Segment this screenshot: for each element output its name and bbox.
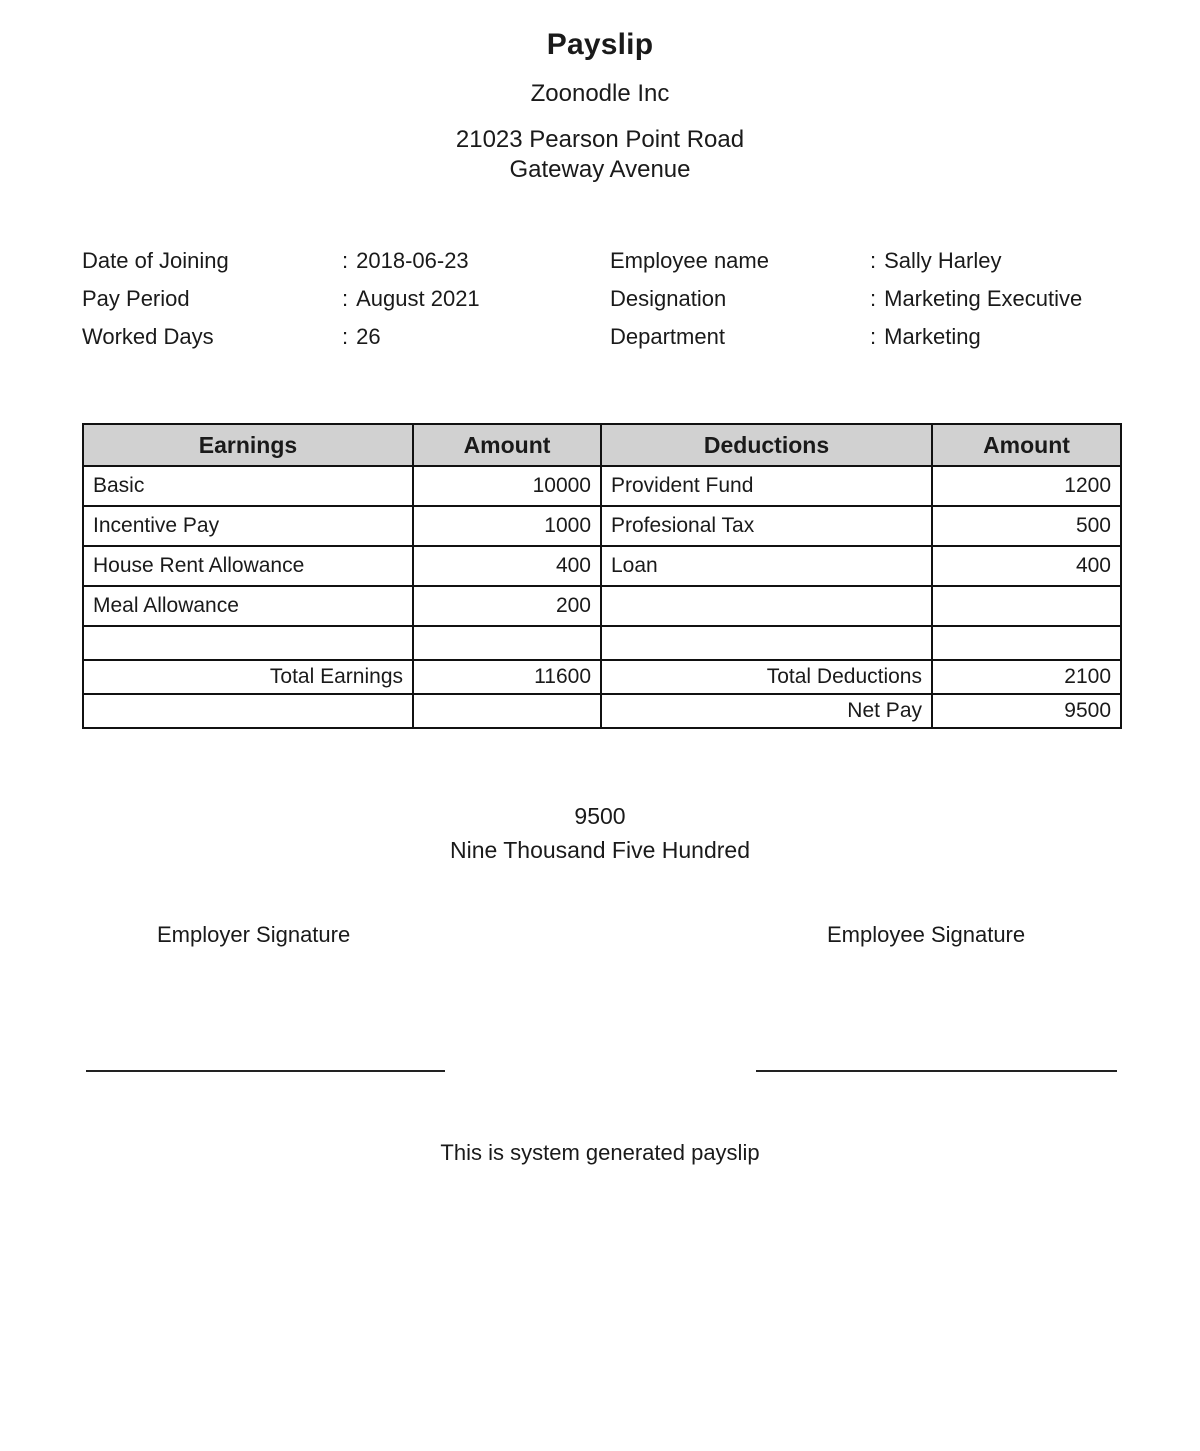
table-row-empty	[83, 626, 1121, 660]
company-name: Zoonodle Inc	[530, 80, 670, 107]
net-pay-label: Net Pay	[601, 694, 932, 728]
table-header-row	[83, 424, 1121, 466]
earning-label: House Rent Allowance	[83, 546, 413, 586]
net-pay-row	[83, 694, 1121, 728]
earning-amount: 200	[413, 586, 601, 626]
detail-row-employee-name	[610, 242, 1082, 280]
detail-row-designation	[610, 280, 1082, 318]
table-row	[83, 506, 1121, 546]
header-deductions: Deductions	[601, 424, 932, 466]
employer-signature-label: Employer Signature	[157, 922, 351, 947]
employer-signature-line	[86, 1070, 445, 1072]
deduction-label: Profesional Tax	[601, 506, 932, 546]
detail-value	[342, 248, 469, 274]
table-row	[83, 466, 1121, 506]
detail-value	[870, 286, 1082, 312]
details-left-group	[82, 242, 480, 356]
employee-name-value: Sally Harley	[884, 248, 1002, 273]
earning-label: Incentive Pay	[83, 506, 413, 546]
totals-row	[83, 660, 1121, 694]
net-pay-summary	[0, 803, 1200, 864]
detail-value	[870, 248, 1002, 274]
deduction-label	[601, 626, 932, 660]
address-line-2: Gateway Avenue	[509, 156, 691, 183]
detail-label: Designation	[610, 286, 727, 311]
detail-value	[870, 324, 981, 350]
colon: :	[342, 248, 349, 273]
deduction-amount	[932, 586, 1121, 626]
detail-value	[342, 324, 381, 350]
empty-cell	[413, 694, 601, 728]
colon: :	[870, 286, 877, 311]
net-pay-words: Nine Thousand Five Hundred	[449, 837, 751, 863]
employee-signature-line	[756, 1070, 1117, 1072]
deduction-amount: 1200	[932, 466, 1121, 506]
header-amount-earnings: Amount	[413, 424, 601, 466]
detail-row-department	[610, 318, 1082, 356]
department-value: Marketing	[884, 324, 981, 349]
earning-amount: 10000	[413, 466, 601, 506]
detail-label: Department	[610, 324, 725, 349]
address-line-1: 21023 Pearson Point Road	[455, 126, 745, 153]
earning-label	[83, 626, 413, 660]
employee-signature-label: Employee Signature	[827, 922, 1026, 947]
earnings-deductions-table	[82, 423, 1122, 729]
detail-label: Worked Days	[82, 324, 214, 349]
earning-label: Basic	[83, 466, 413, 506]
header-amount-deductions: Amount	[932, 424, 1121, 466]
deduction-label: Provident Fund	[601, 466, 932, 506]
detail-row-date-of-joining	[82, 242, 480, 280]
worked-days-value: 26	[356, 324, 381, 349]
colon: :	[342, 286, 349, 311]
document-header	[0, 28, 1200, 185]
designation-value: Marketing Executive	[884, 286, 1083, 311]
detail-label: Employee name	[610, 248, 769, 273]
deduction-amount	[932, 626, 1121, 660]
deduction-label: Loan	[601, 546, 932, 586]
detail-row-pay-period	[82, 280, 480, 318]
date-of-joining-value: 2018-06-23	[356, 248, 469, 273]
net-pay-number: 9500	[574, 803, 626, 829]
earning-label: Meal Allowance	[83, 586, 413, 626]
empty-cell	[83, 694, 413, 728]
detail-row-worked-days	[82, 318, 480, 356]
net-pay-value: 9500	[932, 694, 1121, 728]
system-generated-note: This is system generated payslip	[440, 1140, 760, 1165]
detail-label: Pay Period	[82, 286, 190, 311]
colon: :	[870, 248, 877, 273]
deduction-label	[601, 586, 932, 626]
header-earnings: Earnings	[83, 424, 413, 466]
total-earnings-value: 11600	[413, 660, 601, 694]
pay-period-value: August 2021	[356, 286, 480, 311]
deduction-amount: 500	[932, 506, 1121, 546]
page-title: Payslip	[546, 28, 654, 61]
company-address	[0, 125, 1200, 185]
total-earnings-label: Total Earnings	[83, 660, 413, 694]
earning-amount	[413, 626, 601, 660]
details-right-group	[610, 242, 1082, 356]
detail-value	[342, 286, 480, 312]
detail-label: Date of Joining	[82, 248, 229, 273]
table-row	[83, 586, 1121, 626]
earning-amount: 400	[413, 546, 601, 586]
colon: :	[342, 324, 349, 349]
colon: :	[870, 324, 877, 349]
earning-amount: 1000	[413, 506, 601, 546]
total-deductions-value: 2100	[932, 660, 1121, 694]
table-row	[83, 546, 1121, 586]
total-deductions-label: Total Deductions	[601, 660, 932, 694]
deduction-amount: 400	[932, 546, 1121, 586]
